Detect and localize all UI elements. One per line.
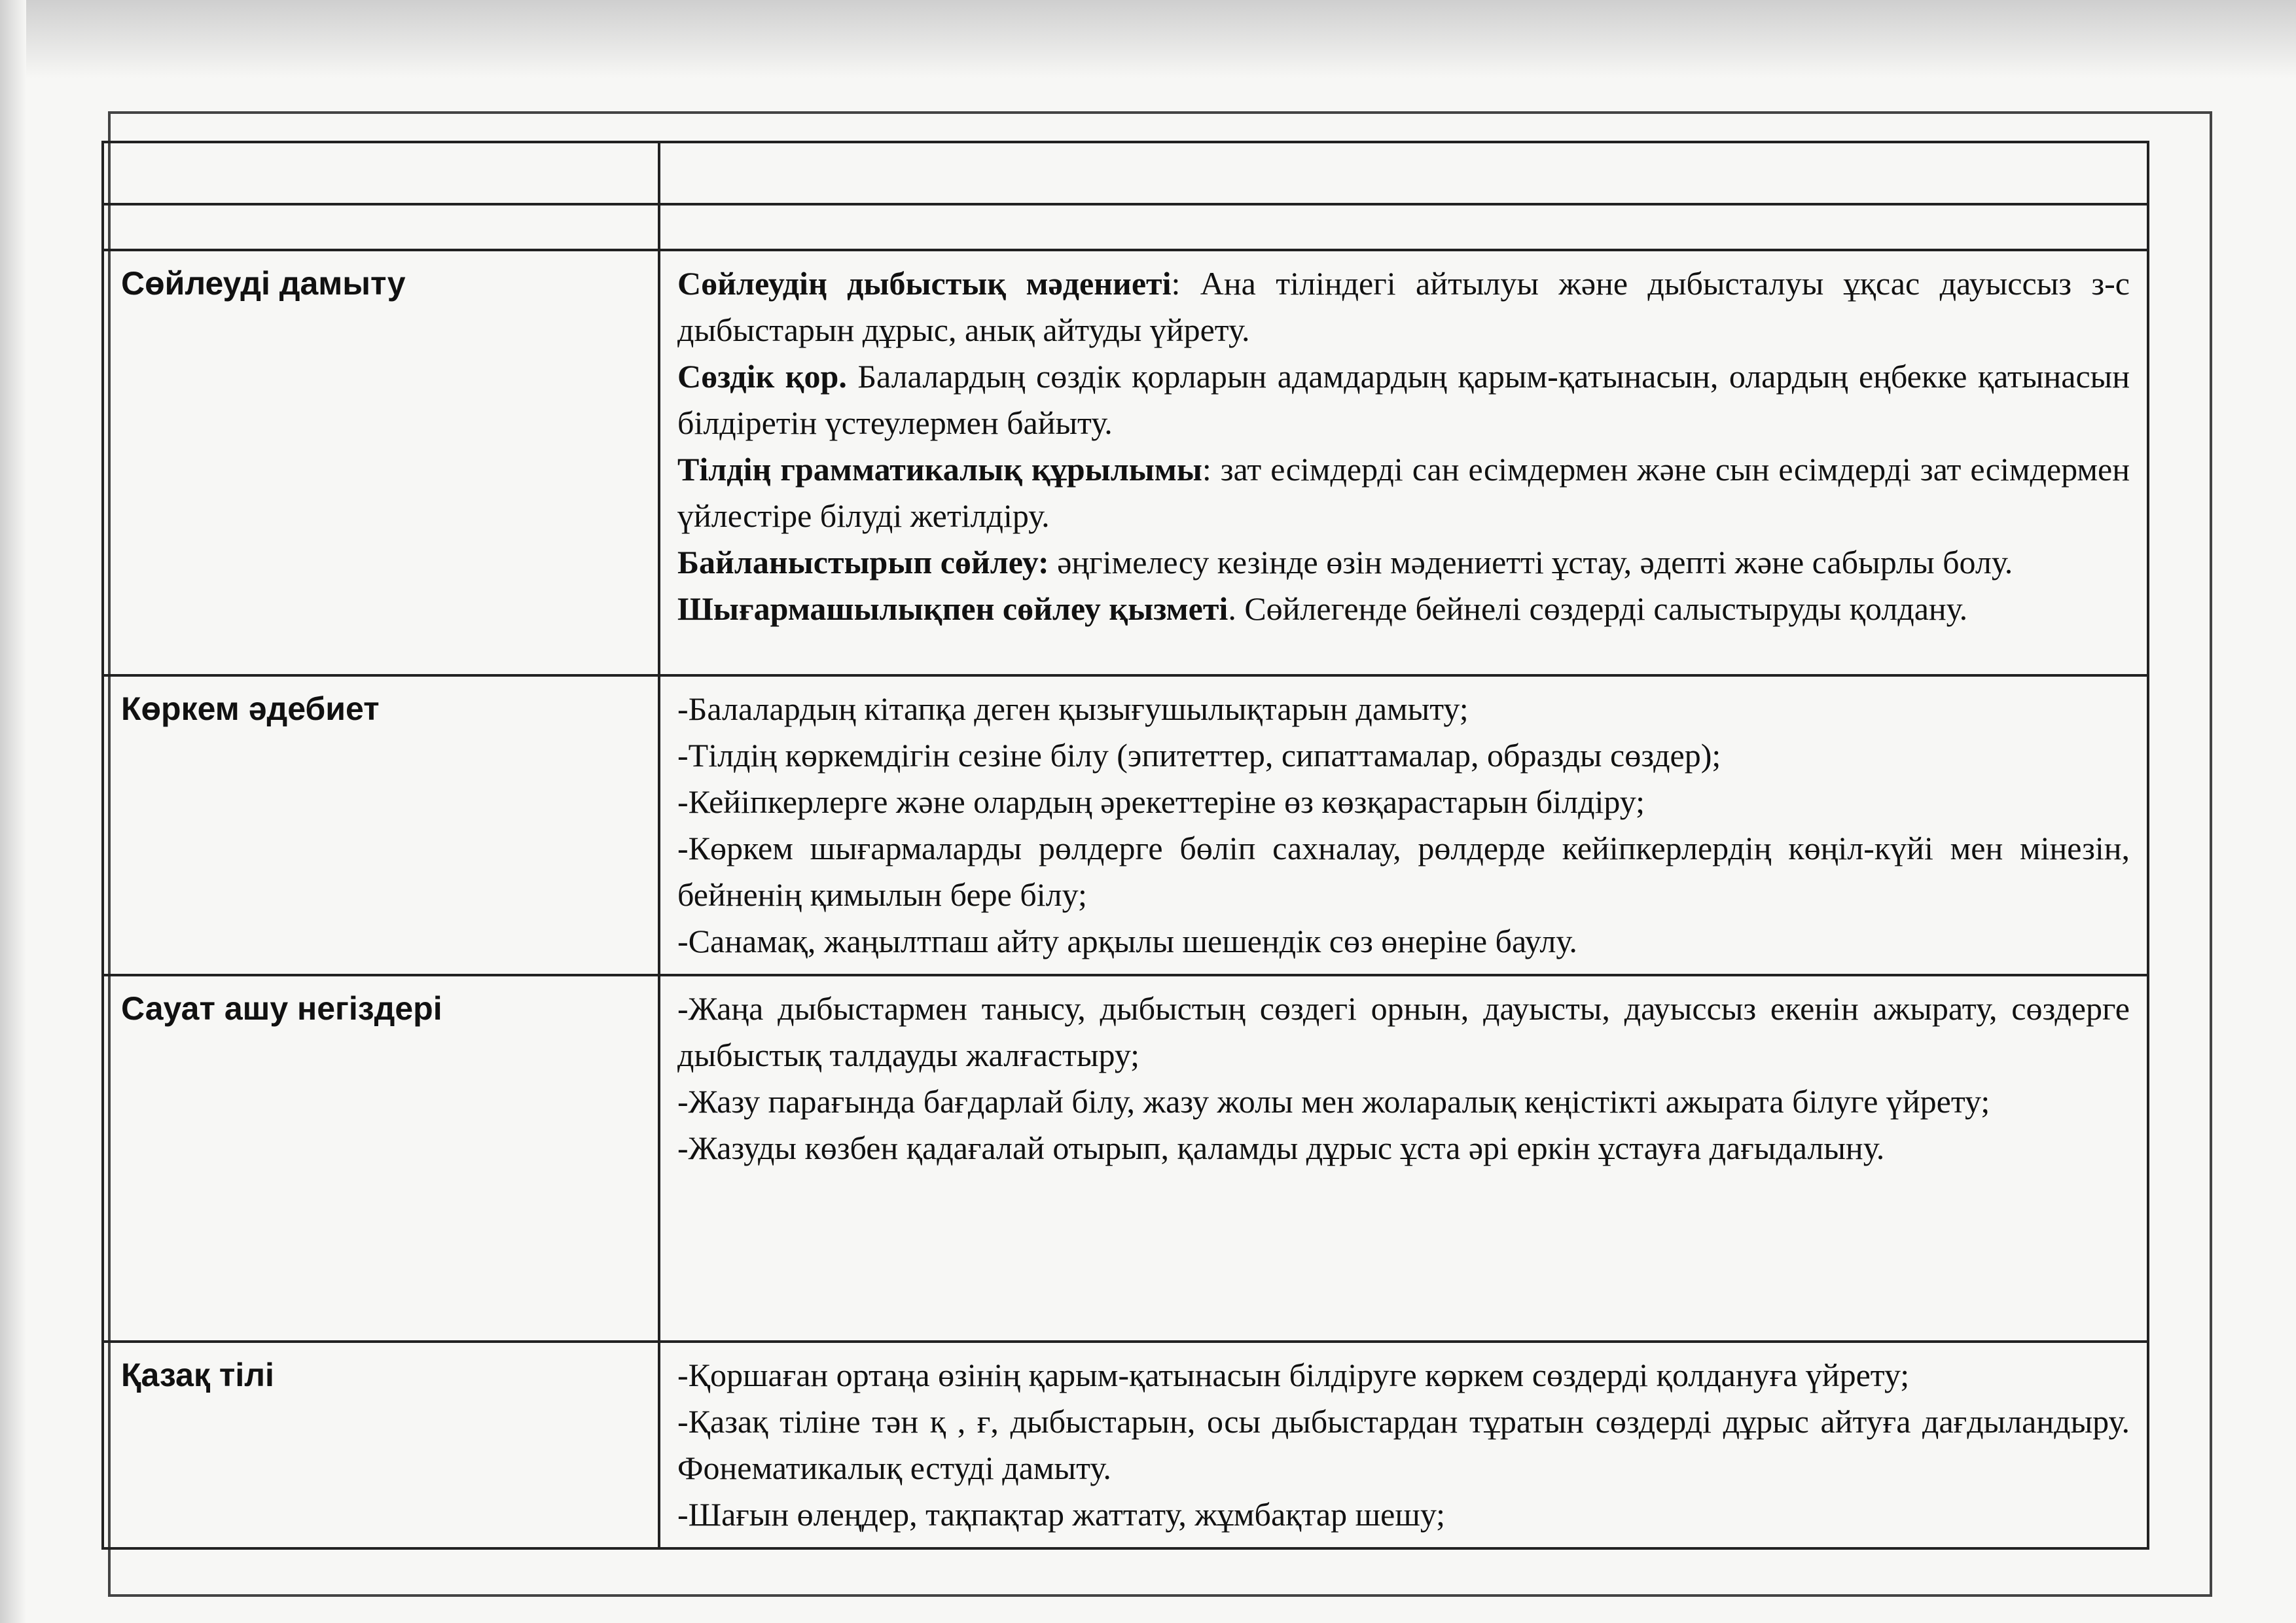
item-heading: Сөйлеудің дыбыстық мәдениеті: [677, 265, 1172, 302]
list-item: -Қоршаған ортаңа өзінің қарым-қатынасын білдіруге көркем сөздерді қолдануға үйрету;: [677, 1357, 1910, 1393]
row-content: [659, 675, 2148, 975]
table-row-speech: [103, 250, 2148, 675]
row-label: Сөйлеуді дамыту: [103, 250, 659, 675]
list-item: -Шағын өлеңдер, тақпақтар жаттату, жұмбақтар шешу;: [677, 1496, 1446, 1533]
empty-cell: [103, 142, 659, 204]
item-text: : Ана тіліндегі айтылуы және дыбысталуы ұқсас дауыссыз з-с дыбыстарын дұрыс, анық айтуды үйрету.: [677, 265, 2130, 348]
scan-shadow-top: [0, 0, 2296, 79]
list-item: [677, 260, 2130, 353]
item-heading: Тілдің грамматикалық құрылымы: [677, 451, 1202, 488]
list-item: -Қазақ тіліне тән қ , ғ, дыбыстарын, осы дыбыстардан тұратын сөздерді дұрыс айтуға дағдыландыру. Фонематикалық естуді дамыту.: [677, 1403, 2130, 1486]
list-item: [677, 539, 2130, 586]
table-row-kazakh: [103, 1342, 2148, 1548]
list-item: [677, 446, 2130, 539]
list-item: -Тілдің көркемдігін сезіне білу (эпитеттер, сипаттамалар, образды сөздер);: [677, 737, 1721, 774]
row-label: Сауат ашу негіздері: [103, 975, 659, 1342]
table-row-empty: [103, 142, 2148, 204]
curriculum-table: [101, 141, 2149, 1550]
empty-cell: [659, 204, 2148, 250]
list-item: -Балалардың кітапқа деген қызығушылықтарын дамыту;: [677, 690, 1469, 727]
empty-cell: [103, 204, 659, 250]
item-heading: Шығармашылықпен сөйлеу қызметі: [677, 590, 1229, 627]
empty-cell: [659, 142, 2148, 204]
list-item: -Санамақ, жаңылтпаш айту арқылы шешендік сөз өнеріне баулу.: [677, 923, 1577, 959]
list-item: -Жаңа дыбыстармен танысу, дыбыстың сөздегі орнын, дауысты, дауыссыз екенін ажырату, сөздерге дыбыстық талдауды жалғастыру;: [677, 990, 2130, 1073]
list-item: -Жазу парағында бағдарлай білу, жазу жолы мен жоларалық кеңістікті ажырата білуге үйрету;: [677, 1083, 1990, 1120]
row-content: [659, 1342, 2148, 1548]
list-item: -Кейіпкерлерге және олардың әрекеттеріне өз көзқарастарын білдіру;: [677, 783, 1645, 820]
item-text: . Сөйлегенде бейнелі сөздерді салыстыруды қолдану.: [1228, 590, 1968, 627]
list-item: -Жазуды көзбен қадағалай отырып, қаламды дұрыс ұста әрі еркін ұстауға дағыдалыну.: [677, 1130, 1885, 1166]
list-item: [677, 586, 2130, 632]
item-heading: Сөздік қор.: [677, 358, 847, 395]
item-text: Балалардың сөздік қорларын адамдардың қарым-қатынасын, олардың еңбекке қатынасын білдіретін үстеулермен байыту.: [677, 358, 2130, 441]
table-row-empty: [103, 204, 2148, 250]
table-row-literature: [103, 675, 2148, 975]
row-content: [659, 975, 2148, 1342]
table-row-literacy: [103, 975, 2148, 1342]
list-item: -Көркем шығармаларды рөлдерге бөліп сахналау, рөлдерде кейіпкерлердің көңіл-күйі мен мінезін, бейненің қимылын бере білу;: [677, 830, 2130, 913]
row-content: [659, 250, 2148, 675]
list-item: [677, 353, 2130, 446]
item-heading: Байланыстырып сөйлеу:: [677, 544, 1049, 580]
item-text: : зат есімдерді сан есімдермен және сын есімдерді зат есімдермен үйлестіре білуді жетілдіру.: [677, 451, 2130, 534]
row-label: Көркем әдебиет: [103, 675, 659, 975]
item-text: әңгімелесу кезінде өзін мәдениетті ұстау, әдепті және сабырлы болу.: [1049, 544, 2013, 580]
scan-shadow-left: [0, 0, 26, 1623]
row-label: Қазақ тілі: [103, 1342, 659, 1548]
